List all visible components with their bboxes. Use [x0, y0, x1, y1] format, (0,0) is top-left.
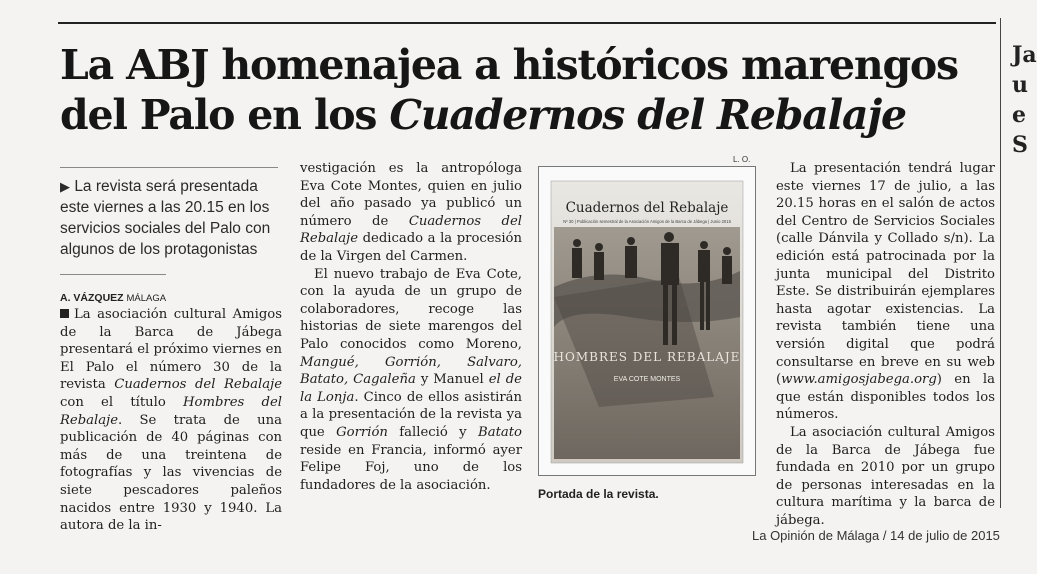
triangle-bullet-icon: ▶: [60, 179, 70, 194]
adjacent-article-fragment: Ja u e S: [1012, 42, 1037, 158]
article-column-3: [776, 160, 995, 529]
paragraph: vestigación es la antropóloga Eva Cote Montes, quien en julio del año pasado ya publicó un número de Cuadernos del Rebalaje dedicado a la procesión de la Virgen del Carmen.: [300, 161, 523, 264]
headline-magazine-title: Cuadernos del Rebalaje: [389, 91, 906, 139]
paragraph: La asociación cultural Amigos de la Barca de Jábega presentará el próximo viernes en El Palo el número 30 de la revista Cuadernos del Rebalaje con el título Hombres del Rebalaje. Se trata de una publicación de 40 páginas con más de una treintena de fotografías y las vivencias de siete pescadores paleños nacidos entre 1930 y 1940. La autora de la in-: [60, 307, 282, 534]
byline: [60, 292, 166, 304]
headline-line2: del Palo en los: [60, 91, 390, 139]
magazine-cover-photo: [538, 166, 756, 476]
square-bullet-icon: [60, 309, 69, 318]
headline-line1: La ABJ homenajea a históricos marengos: [60, 41, 958, 89]
cover-author: EVA COTE MONTES: [613, 376, 681, 383]
publication-footer: La Opinión de Málaga / 14 de julio de 2015: [752, 528, 1000, 543]
headline: [60, 40, 1000, 140]
byline-city: MÁLAGA: [126, 293, 167, 304]
column-rule: [1000, 18, 1001, 508]
paragraph: La asociación cultural Amigos de la Barca de Jábega fue fundada en 2010 por un grupo de personas interesadas en la cultura marítima y la barca de jábega.: [776, 424, 995, 528]
article-column-1: [60, 306, 282, 535]
magazine-cover-image: [539, 167, 755, 475]
website-link[interactable]: www.amigosjabega.org: [781, 372, 937, 388]
byline-author: A. VÁZQUEZ: [60, 292, 124, 304]
cover-heading: HOMBRES DEL REBALAJE: [553, 350, 741, 364]
summary: [60, 176, 282, 260]
cover-title: Cuadernos del Rebalaje: [565, 200, 729, 216]
paragraph: El nuevo trabajo de Eva Cote, con la ayuda de un grupo de colaboradores, recoge las historias de siete marengos del Palo conocidos como Moreno, Mangué, Gorrión, Salvaro, Batato, Cagaleña y Manuel el de la Lonja. Cinco de ellos asistirán a la presentación de la revista ya que Gorrión falleció y Batato reside en Francia, informó ayer Felipe Foj, uno de los fundadores de la asociación.: [300, 266, 522, 493]
summary-text: La revista será presentada este viernes a las 20.15 en los servicios sociales del Palo con algunos de los protagonistas: [60, 178, 271, 258]
summary-rule-top: [60, 167, 278, 168]
photo-caption: Portada de la revista.: [538, 487, 659, 501]
photo-credit: L. O.: [733, 155, 751, 164]
summary-rule-bottom: [60, 274, 166, 275]
cover-subtitle: Nº 30 | Publicación semestral de la Asociación Amigos de la Barca de Jábega | Junio 2015: [563, 219, 731, 224]
article-column-2: [300, 160, 522, 494]
paragraph: La presentación tendrá lugar este viernes 17 de julio, a las 20.15 horas en el salón de actos del Centro de Servicios Sociales (calle Dánvila y Collado s/n). La edición está patrocinada por la junta municipal del Distrito Este. Se distribuirán ejemplares hasta agotar existencias. La revista también tiene una versión digital que podrá consultarse en breve en su web (www.amigosjabega.org) en la que están disponibles todos los números.: [776, 161, 995, 423]
top-rule: [58, 22, 996, 24]
